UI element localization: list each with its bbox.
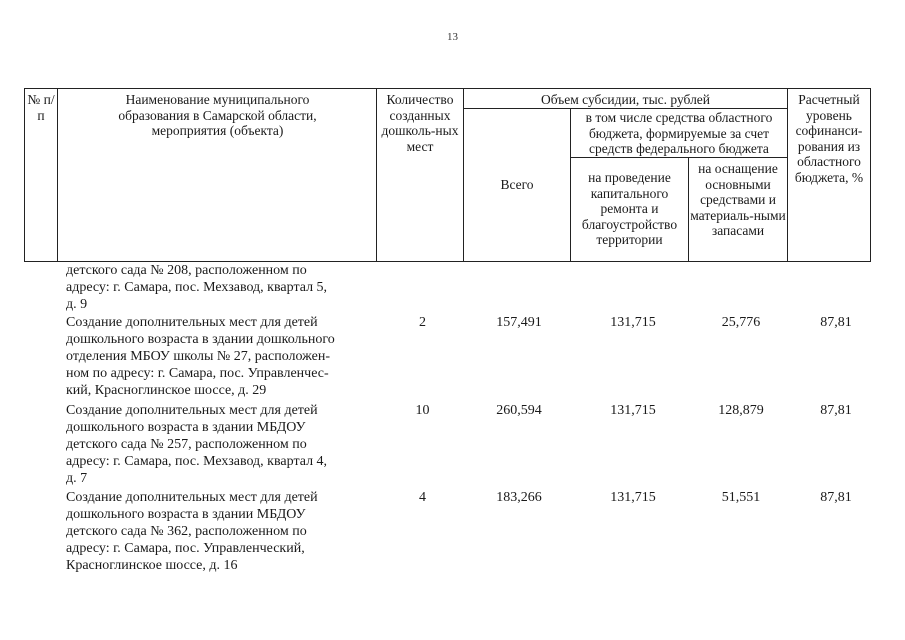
cell-repair: 131,715: [610, 315, 656, 330]
cell-total: 157,491: [496, 315, 542, 330]
continuation-line: детского сада № 208, расположенном по: [66, 263, 307, 278]
name-line: дошкольного возраста в здании МБДОУ: [66, 507, 306, 522]
header-col-federal: в том числе средства областного бюджета, формируемые за счет средств федерального бюджета: [585, 110, 773, 156]
cell-level: 87,81: [820, 315, 852, 330]
cell-places: 2: [419, 315, 426, 330]
name-line: Красноглинское шоссе, д. 16: [66, 558, 238, 573]
header-col-places: Количество созданных дошколь-ных мест: [381, 92, 459, 154]
table-row-name: [66, 314, 372, 399]
cell-total: 183,266: [496, 490, 542, 505]
header-col-repair: на проведение капитального ремонта и благоустройство территории: [581, 170, 678, 247]
continuation-line: д. 9: [66, 297, 88, 312]
cell-places: 10: [415, 403, 430, 418]
name-line: отделения МБОУ школы № 27, расположен-: [66, 349, 331, 364]
name-line: Создание дополнительных мест для детей: [66, 490, 318, 505]
cell-repair: 131,715: [610, 490, 656, 505]
cell-equip: 25,776: [721, 315, 761, 330]
cell-equip: 128,879: [718, 403, 764, 418]
cell-places: 4: [419, 490, 426, 505]
cell-level: 87,81: [820, 403, 852, 418]
name-line: Создание дополнительных мест для детей: [66, 315, 318, 330]
header-col-subsidy: Объем субсидии, тыс. рублей: [540, 92, 711, 107]
name-line: адресу: г. Самара, пос. Мехзавод, квартал 4,: [66, 454, 328, 469]
header-col-equip: на оснащение основными средствами и материаль-ными запасами: [690, 161, 786, 238]
header-col-name: Наименование муниципального образования в Самарской области, мероприятия (объекта): [118, 92, 317, 138]
name-line: детского сада № 257, расположенном по: [66, 437, 307, 452]
continuation-name: [66, 262, 372, 313]
table-row-name: [66, 402, 372, 487]
cell-level: 87,81: [820, 490, 852, 505]
cell-repair: 131,715: [610, 403, 656, 418]
header-col-level: Расчетный уровень софинанси-рования из областного бюджета, %: [794, 92, 864, 185]
table-row-name: [66, 489, 372, 574]
cell-equip: 51,551: [721, 490, 761, 505]
name-line: ном по адресу: г. Самара, пос. Управленчес-: [66, 366, 329, 381]
header-col-no: № п/п: [27, 92, 55, 123]
cell-total: 260,594: [496, 403, 542, 418]
name-line: дошкольного возраста в здании МБДОУ: [66, 420, 306, 435]
name-line: адресу: г. Самара, пос. Управленческий,: [66, 541, 305, 556]
name-line: дошкольного возраста в здании дошкольного: [66, 332, 335, 347]
continuation-line: адресу: г. Самара, пос. Мехзавод, квартал 5,: [66, 280, 328, 295]
header-col-total: Всего: [500, 177, 534, 192]
page-number: 13: [447, 31, 458, 43]
name-line: кий, Красноглинское шоссе, д. 29: [66, 383, 267, 398]
name-line: д. 7: [66, 471, 88, 486]
name-line: детского сада № 362, расположенном по: [66, 524, 307, 539]
name-line: Создание дополнительных мест для детей: [66, 403, 318, 418]
